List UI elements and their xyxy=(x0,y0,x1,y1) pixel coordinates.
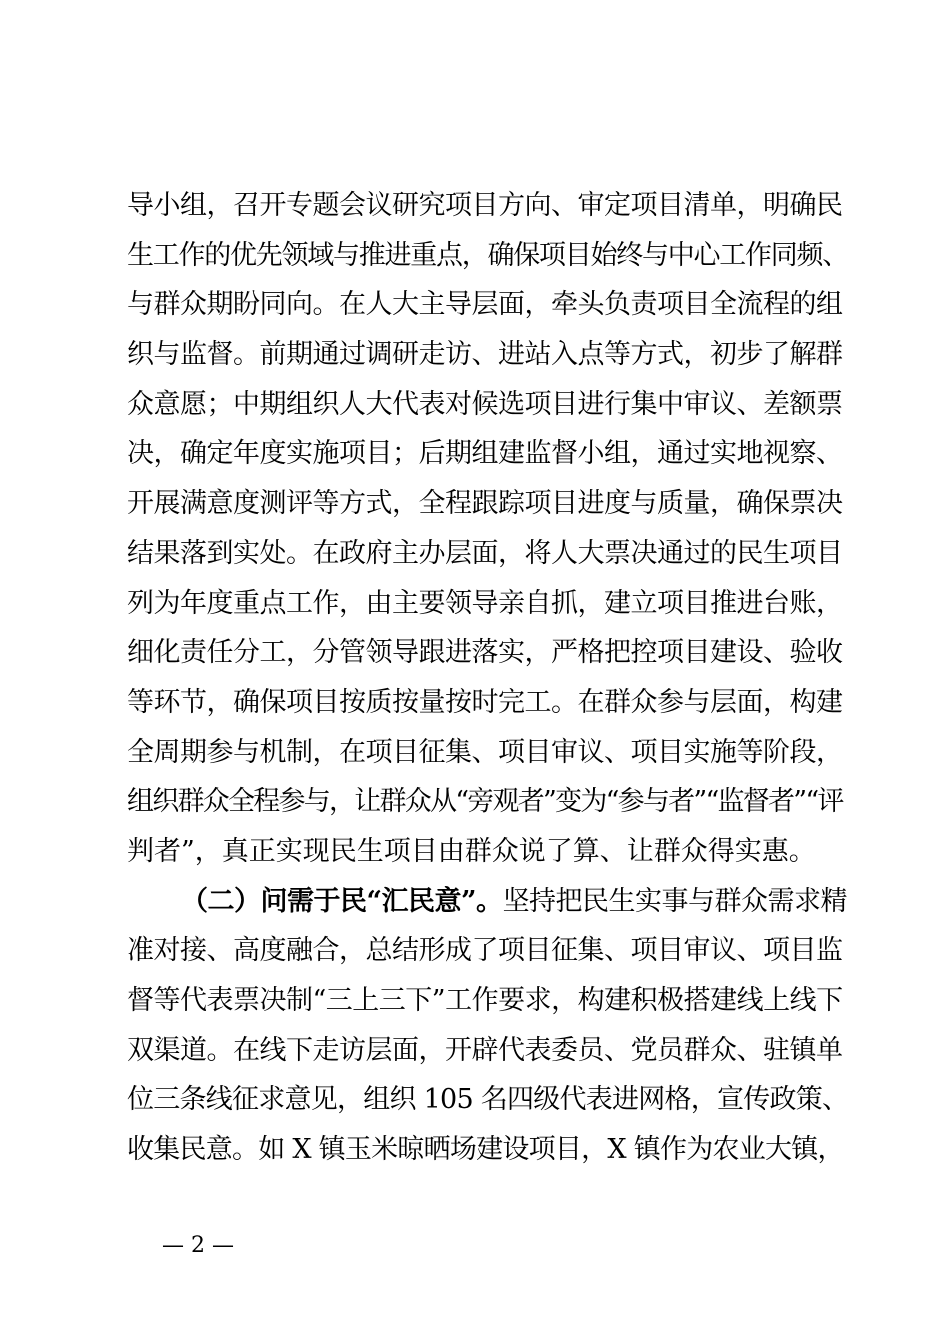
section-heading-line xyxy=(127,877,847,927)
text-line: 结果落到实处。在政府主办层面，将人大票决通过的民生项目 xyxy=(127,537,843,569)
text-line: 收集民意。如 X 镇玉米晾晒场建设项目，X 镇作为农业大镇， xyxy=(127,1134,844,1166)
paragraph-1 xyxy=(127,181,847,877)
text-line: 细化责任分工，分管领导跟进落实，严格把控项目建设、验收 xyxy=(127,637,843,669)
text-line: 列为年度重点工作，由主要领导亲自抓，建立项目推进台账， xyxy=(127,587,843,619)
text-span: 坚持把民生实事与群众需求精 xyxy=(502,885,848,917)
text-line: 众意愿；中期组织人大代表对候选项目进行集中审议、差额票 xyxy=(127,388,843,420)
text-line: 生工作的优先领域与推进重点，确保项目始终与中心工作同频、 xyxy=(127,239,848,271)
text-line: 双渠道。在线下走访层面，开辟代表委员、党员群众、驻镇单 xyxy=(127,1034,843,1066)
text-line: 督等代表票决制“三上三下”工作要求，构建积极搭建线上线下 xyxy=(127,985,843,1016)
page-number: — 2 — xyxy=(162,1233,234,1258)
text-line: 判者”，真正实现民生项目由群众说了算、让群众得实惠。 xyxy=(127,835,816,867)
text-line: 织与监督。前期通过调研走访、进站入点等方式，初步了解群 xyxy=(127,339,843,371)
text-line: 开展满意度测评等方式，全程跟踪项目进度与质量，确保票决 xyxy=(127,488,843,520)
section-heading: （二）问需于民“汇民意”。 xyxy=(181,885,503,917)
paragraph-2 xyxy=(127,877,847,1175)
text-line: 位三条线征求意见，组织 105 名四级代表进网格，宣传政策、 xyxy=(127,1084,849,1116)
text-line: 等环节，确保项目按质按量按时完工。在群众参与层面，构建 xyxy=(127,686,843,718)
text-line: 全周期参与机制，在项目征集、项目审议、项目实施等阶段， xyxy=(127,736,843,768)
text-line: 组织群众全程参与，让群众从“旁观者”变为“参与者”“监督者”“评 xyxy=(127,786,843,818)
document-body xyxy=(127,181,847,1175)
text-line: 导小组，召开专题会议研究项目方向、审定项目清单，明确民 xyxy=(127,190,843,221)
text-line: 准对接、高度融合，总结形成了项目征集、项目审议、项目监 xyxy=(127,935,843,967)
text-line: 决，确定年度实施项目；后期组建监督小组，通过实地视察、 xyxy=(127,438,843,470)
text-line: 与群众期盼同向。在人大主导层面，牵头负责项目全流程的组 xyxy=(127,289,843,321)
